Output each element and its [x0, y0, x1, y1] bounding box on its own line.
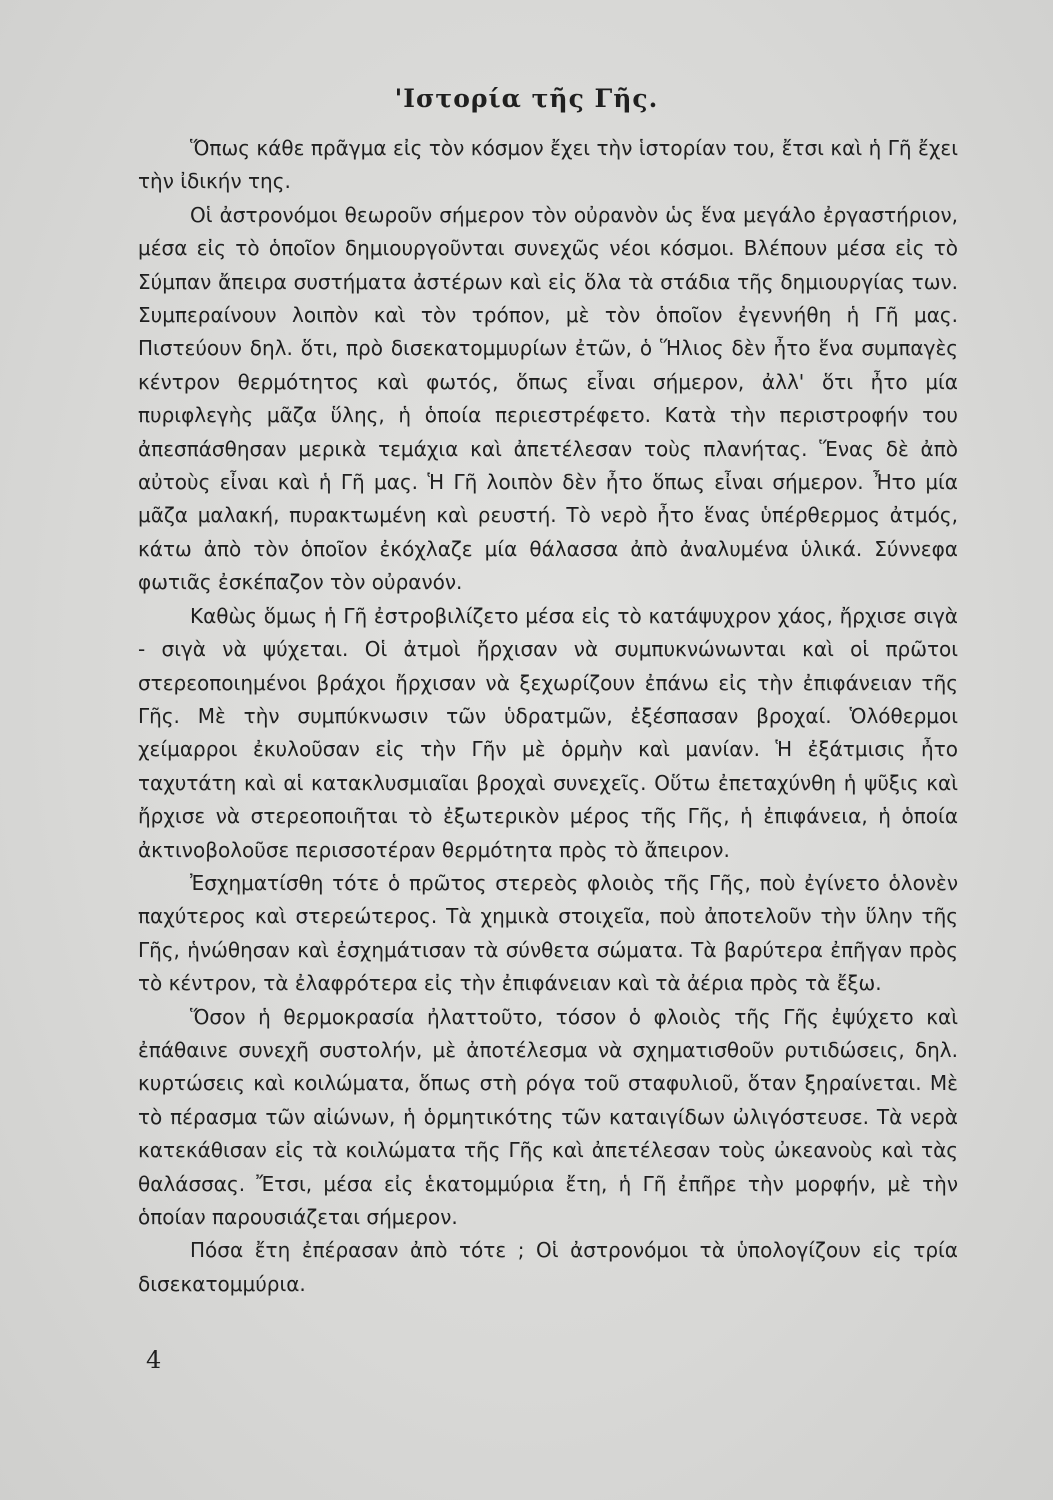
paragraph: Οἱ ἀστρονόμοι θεωροῦν σήμερον τὸν οὐρανὸν ὡς ἕνα μεγάλο ἐργαστήριον, μέσα εἰς τὸ ὁποῖον δημιουργοῦνται συνεχῶς νέοι κόσμοι. Βλέπουν μέσα εἰς τὸ Σύμπαν ἄπειρα συστήματα ἀστέρων καὶ εἰς ὅλα τὰ στάδια τῆς δημιουργίας των. Συμπεραίνουν λοιπὸν καὶ τὸν τρόπον, μὲ τὸν ὁποῖον ἐγεννήθη ἡ Γῆ μας. Πιστεύουν δηλ. ὅτι, πρὸ δισεκατομμυρίων ἐτῶν, ὁ Ἥλιος δὲν ἦτο ἕνα συμπαγὲς κέντρον θερμότητος καὶ φωτός, ὅπως εἶναι σήμερον, ἀλλ' ὅτι ἦτο μία πυριφλεγὴς μᾶζα ὕλης, ἡ ὁποία περιεστρέφετο. Κατὰ τὴν περιστροφήν του ἀπεσπάσθησαν μερικὰ τεμάχια καὶ ἀπετέλεσαν τοὺς πλανήτας. Ἕνας δὲ ἀπὸ αὐτοὺς εἶναι καὶ ἡ Γῆ μας. Ἡ Γῆ λοιπὸν δὲν ἦτο ὅπως εἶναι σήμερον. Ἦτο μία μᾶζα μαλακή, πυρακτωμένη καὶ ρευστή. Τὸ νερὸ ἦτο ἕνας ὑπέρθερμος ἀτμός, κάτω ἀπὸ τὸν ὁποῖον ἐκόχλαζε μία θάλασσα ἀπὸ ἀναλυμένα ὑλικά. Σύννεφα φωτιᾶς ἐσκέπαζον τὸν οὐρανόν. — [138, 202, 958, 595]
paragraph: Ὅσον ἡ θερμοκρασία ἠλαττοῦτο, τόσον ὁ φλοιὸς τῆς Γῆς ἐψύχετο καὶ ἐπάθαινε συνεχῆ συστολήν, μὲ ἀποτέλεσμα νὰ σχηματισθοῦν ρυτιδώσεις, δηλ. κυρτώσεις καὶ κοιλώματα, ὅπως στὴ ρόγα τοῦ σταφυλιοῦ, ὅταν ξηραίνεται. Μὲ τὸ πέρασμα τῶν αἰώνων, ἡ ὁρμητικότης τῶν καταιγίδων ὠλιγόστευσε. Τὰ νερὰ κατεκάθισαν εἰς τὰ κοιλώματα τῆς Γῆς καὶ ἀπετέλεσαν τοὺς ὠκεανοὺς καὶ τὰς θαλάσσας. Ἔτσι, μέσα εἰς ἑκατομμύρια ἔτη, ἡ Γῆ ἐπῆρε τὴν μορφήν, μὲ τὴν ὁποίαν παρουσιάζεται σήμερον. — [138, 1004, 958, 1229]
page-title: 'Ιστορία τῆς Γῆς. — [394, 84, 659, 113]
paragraph: Πόσα ἔτη ἐπέρασαν ἀπὸ τότε ; Οἱ ἀστρονόμοι τὰ ὑπολογίζουν εἰς τρία δισεκατομμύρια. — [138, 1238, 958, 1296]
paragraph: Ἐσχηματίσθη τότε ὁ πρῶτος στερεὸς φλοιὸς τῆς Γῆς, ποὺ ἐγίνετο ὁλονὲν παχύτερος καὶ στερεώτερος. Τὰ χημικὰ στοιχεῖα, ποὺ ἀποτελοῦν τὴν ὕλην τῆς Γῆς, ἡνώθησαν καὶ ἐσχημάτισαν τὰ σύνθετα σώματα. Τὰ βαρύτερα ἐπῆγαν πρὸς τὸ κέντρον, τὰ ἐλαφρότερα εἰς τὴν ἐπιφάνειαν καὶ τὰ ἀέρια πρὸς τὰ ἔξω. — [138, 870, 958, 996]
paragraph: Ὅπως κάθε πρᾶγμα εἰς τὸν κόσμον ἔχει τὴν ἱστορίαν του, ἔτσι καὶ ἡ Γῆ ἔχει τὴν ἰδικήν της. — [138, 136, 958, 194]
body-text — [138, 132, 958, 1301]
paragraph: Καθὼς ὅμως ἡ Γῆ ἐστροβιλίζετο μέσα εἰς τὸ κατάψυχρον χάος, ἤρχισε σιγὰ - σιγὰ νὰ ψύχεται. Οἱ ἀτμοὶ ἤρχισαν νὰ συμπυκνώνωνται καὶ οἱ πρῶτοι στερεοποιημένοι βράχοι ἤρχισαν νὰ ξεχωρίζουν ἐπάνω εἰς τὴν ἐπιφάνειαν τῆς Γῆς. Μὲ τὴν συμπύκνωσιν τῶν ὑδρατμῶν, ἐξέσπασαν βροχαί. Ὁλόθερμοι χείμαρροι ἐκυλοῦσαν εἰς τὴν Γῆν μὲ ὁρμὴν καὶ μανίαν. Ἡ ἐξάτμισις ἦτο ταχυτάτη καὶ αἱ κατακλυσμιαῖαι βροχαὶ συνεχεῖς. Οὕτω ἐπεταχύνθη ἡ ψῦξις καὶ ἤρχισε νὰ στερεοποιῆται τὸ ἐξωτερικὸν μέρος τῆς Γῆς, ἡ ἐπιφάνεια, ἡ ὁποία ἀκτινοβολοῦσε περισσοτέραν θερμότητα πρὸς τὸ ἄπειρον. — [138, 603, 958, 862]
page-number: 4 — [146, 1346, 162, 1374]
